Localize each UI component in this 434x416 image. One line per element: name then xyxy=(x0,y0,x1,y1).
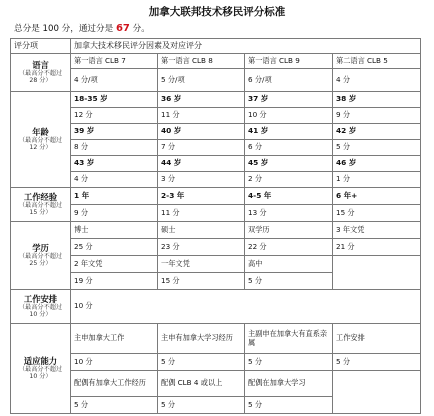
scoring-table xyxy=(10,38,421,414)
experience-years: 6 年+ xyxy=(333,188,421,205)
experience-points: 11 分 xyxy=(158,205,245,222)
age-points: 9 分 xyxy=(333,108,421,124)
age-points: 2 分 xyxy=(245,172,333,188)
age-cell: 45 岁 xyxy=(245,156,333,172)
age-label-cell xyxy=(11,92,71,188)
age-points-row xyxy=(11,140,421,156)
language-points-row xyxy=(11,69,421,92)
language-row xyxy=(11,54,421,69)
adapt-factor: 配偶 CLB 4 或以上 xyxy=(158,371,245,397)
education-points: 22 分 xyxy=(245,239,333,256)
job-points: 10 分 xyxy=(71,290,421,324)
adapt-factor: 主申加拿大工作 xyxy=(71,324,158,354)
education-label-cell xyxy=(11,222,71,290)
experience-points: 13 分 xyxy=(245,205,333,222)
age-cell: 41 岁 xyxy=(245,124,333,140)
age-row xyxy=(11,156,421,172)
age-points: 1 分 xyxy=(333,172,421,188)
experience-label-cell xyxy=(11,188,71,222)
education-empty-cell xyxy=(333,256,421,290)
education-points: 19 分 xyxy=(71,273,158,290)
experience-max: （最高分不超过 15 分） xyxy=(18,202,63,217)
adapt-factor: 配偶在加拿大学习 xyxy=(245,371,333,397)
adapt-factor: 主申有加拿大学习经历 xyxy=(158,324,245,354)
pass-score: 67 xyxy=(115,23,130,34)
education-degree: 高中 xyxy=(245,256,333,273)
age-cell: 43 岁 xyxy=(71,156,158,172)
experience-years: 4-5 年 xyxy=(245,188,333,205)
summary-prefix: 总分是 100 分，通过分是 xyxy=(14,24,116,34)
language-points-1: 4 分/项 xyxy=(71,69,158,92)
experience-points-row xyxy=(11,205,421,222)
experience-points: 15 分 xyxy=(333,205,421,222)
header-factors: 加拿大技术移民评分因素及对应评分 xyxy=(71,39,421,54)
age-points-row xyxy=(11,172,421,188)
adapt-empty-cell xyxy=(333,371,421,414)
language-col-4: 第二语言 CLB 5 xyxy=(333,54,421,69)
education-label: 学历 xyxy=(32,242,49,253)
adapt-row xyxy=(11,371,421,397)
education-degree: 硕士 xyxy=(158,222,245,239)
age-points: 10 分 xyxy=(245,108,333,124)
age-points: 5 分 xyxy=(333,140,421,156)
adapt-points: 5 分 xyxy=(71,397,158,414)
age-label: 年龄 xyxy=(32,126,49,137)
age-cell: 38 岁 xyxy=(333,92,421,108)
table-header-row xyxy=(11,39,421,54)
age-points: 8 分 xyxy=(71,140,158,156)
job-label: 工作安排 xyxy=(23,293,58,304)
adapt-points: 5 分 xyxy=(245,354,333,371)
age-row xyxy=(11,92,421,108)
education-degree: 2 年文凭 xyxy=(71,256,158,273)
age-points: 7 分 xyxy=(158,140,245,156)
adapt-label: 适应能力 xyxy=(23,355,58,366)
education-degree: 3 年文凭 xyxy=(333,222,421,239)
education-degree: 一年文凭 xyxy=(158,256,245,273)
language-points-3: 6 分/项 xyxy=(245,69,333,92)
education-row xyxy=(11,256,421,273)
age-points-row xyxy=(11,108,421,124)
education-points: 5 分 xyxy=(245,273,333,290)
experience-label: 工作经验 xyxy=(23,191,58,202)
language-label-cell xyxy=(11,54,71,92)
language-col-2: 第一语言 CLB 8 xyxy=(158,54,245,69)
age-cell: 44 岁 xyxy=(158,156,245,172)
age-points: 6 分 xyxy=(245,140,333,156)
education-points-row xyxy=(11,239,421,256)
adapt-factor: 配偶有加拿大工作经历 xyxy=(71,371,158,397)
age-cell: 46 岁 xyxy=(333,156,421,172)
job-label-cell xyxy=(11,290,71,324)
summary-suffix: 分。 xyxy=(129,24,150,34)
adapt-points-row xyxy=(11,354,421,371)
age-points: 3 分 xyxy=(158,172,245,188)
page-title: 加拿大联邦技术移民评分标准 xyxy=(148,6,286,18)
adapt-row xyxy=(11,324,421,354)
adapt-points: 10 分 xyxy=(71,354,158,371)
adapt-points: 5 分 xyxy=(333,354,421,371)
age-cell: 36 岁 xyxy=(158,92,245,108)
age-cell: 37 岁 xyxy=(245,92,333,108)
language-max: （最高分不超过 28 分） xyxy=(18,70,63,85)
adapt-label-cell xyxy=(11,324,71,414)
education-max: （最高分不超过 25 分） xyxy=(18,253,63,268)
language-col-1: 第一语言 CLB 7 xyxy=(71,54,158,69)
job-max: （最高分不超过 10 分） xyxy=(18,304,63,319)
education-row xyxy=(11,222,421,239)
adapt-factor: 工作安排 xyxy=(333,324,421,354)
education-points: 23 分 xyxy=(158,239,245,256)
education-points: 21 分 xyxy=(333,239,421,256)
job-row xyxy=(11,290,421,324)
education-points: 15 分 xyxy=(158,273,245,290)
age-row xyxy=(11,124,421,140)
age-cell: 42 岁 xyxy=(333,124,421,140)
age-points: 12 分 xyxy=(71,108,158,124)
education-degree: 双学历 xyxy=(245,222,333,239)
education-degree: 博士 xyxy=(71,222,158,239)
age-max: （最高分不超过 12 分） xyxy=(18,137,63,152)
score-summary xyxy=(14,22,150,34)
age-cell: 39 岁 xyxy=(71,124,158,140)
adapt-points: 5 分 xyxy=(245,397,333,414)
experience-row xyxy=(11,188,421,205)
adapt-points: 5 分 xyxy=(158,354,245,371)
header-item: 评分项 xyxy=(11,39,71,54)
education-points: 25 分 xyxy=(71,239,158,256)
adapt-points: 5 分 xyxy=(158,397,245,414)
experience-points: 9 分 xyxy=(71,205,158,222)
experience-years: 1 年 xyxy=(71,188,158,205)
adapt-factor: 主副申在加拿大有直系亲属 xyxy=(245,324,333,354)
language-col-3: 第一语言 CLB 9 xyxy=(245,54,333,69)
age-points: 4 分 xyxy=(71,172,158,188)
adapt-max: （最高分不超过 10 分） xyxy=(18,366,63,381)
age-cell: 18-35 岁 xyxy=(71,92,158,108)
language-points-2: 5 分/项 xyxy=(158,69,245,92)
age-cell: 40 岁 xyxy=(158,124,245,140)
experience-years: 2-3 年 xyxy=(158,188,245,205)
age-points: 11 分 xyxy=(158,108,245,124)
language-points-4: 4 分 xyxy=(333,69,421,92)
language-label: 语言 xyxy=(32,59,49,70)
